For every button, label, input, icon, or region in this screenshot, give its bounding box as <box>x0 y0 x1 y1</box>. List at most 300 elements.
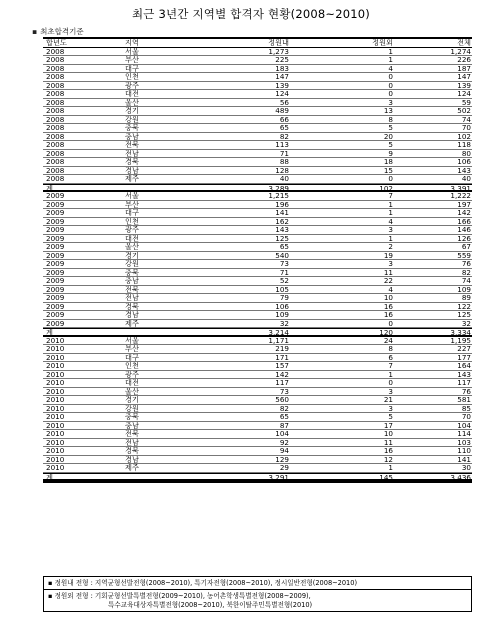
cell-total: 124 <box>457 90 471 98</box>
cell-outside: 3 <box>388 387 393 396</box>
cell-region: 충북 <box>125 124 139 132</box>
cell-outside: 102 <box>379 184 393 193</box>
note-outside <box>44 589 471 611</box>
cell-total: 70 <box>461 413 471 421</box>
cell-total: 141 <box>457 455 471 464</box>
cell-region: 전북 <box>125 430 139 438</box>
cell-total: 76 <box>461 260 471 268</box>
cell-outside: 0 <box>388 175 393 183</box>
table-row <box>43 337 472 346</box>
cell-outside: 4 <box>388 285 393 294</box>
cell-outside: 0 <box>388 90 393 98</box>
cell-outside: 0 <box>388 379 393 387</box>
cell-year: 계 <box>46 329 53 337</box>
cell-inside: 94 <box>279 447 289 455</box>
cell-total: 89 <box>461 294 471 302</box>
cell-year: 2010 <box>46 413 65 421</box>
cell-year: 2008 <box>46 149 65 158</box>
table-body <box>43 48 472 482</box>
cell-inside: 56 <box>279 98 289 107</box>
cell-outside: 1 <box>388 464 393 472</box>
cell-inside: 65 <box>279 243 289 251</box>
cell-year: 2010 <box>46 447 65 455</box>
cell-region: 서울 <box>125 336 139 345</box>
cell-outside: 5 <box>388 141 393 149</box>
cell-total: 32 <box>461 319 471 328</box>
cell-region: 광주 <box>125 370 139 379</box>
table-row <box>43 464 472 473</box>
cell-total: 125 <box>457 311 471 319</box>
header-outside: 정원외 <box>372 39 393 47</box>
cell-total: 1,274 <box>450 47 471 56</box>
cell-inside: 29 <box>279 464 289 472</box>
cell-region: 서울 <box>125 192 139 200</box>
table-row <box>43 116 472 125</box>
cell-outside: 10 <box>383 430 393 438</box>
cell-region: 제주 <box>125 175 139 183</box>
table-row <box>43 226 472 235</box>
cell-inside: 139 <box>275 81 289 90</box>
table-row <box>43 107 472 116</box>
cell-outside: 19 <box>383 251 393 260</box>
cell-year: 2009 <box>46 243 65 251</box>
cell-year: 2009 <box>46 268 65 277</box>
cell-region: 전북 <box>125 141 139 149</box>
cell-year: 2008 <box>46 90 65 98</box>
cell-inside: 1,273 <box>268 47 289 56</box>
cell-outside: 1 <box>388 56 393 64</box>
cell-total: 164 <box>457 362 471 370</box>
cell-year: 2009 <box>46 209 65 217</box>
cell-inside: 71 <box>279 149 289 158</box>
cell-year: 2009 <box>46 277 65 285</box>
table-row <box>43 456 472 465</box>
table-row <box>43 73 472 82</box>
cell-outside: 8 <box>388 345 393 353</box>
cell-total: 143 <box>457 370 471 379</box>
table-row <box>43 141 472 150</box>
cell-inside: 32 <box>279 319 289 328</box>
cell-outside: 1 <box>388 234 393 243</box>
cell-outside: 3 <box>388 260 393 268</box>
cell-inside: 52 <box>279 277 289 285</box>
table-total-row <box>43 473 472 482</box>
header-total: 전체 <box>457 39 471 47</box>
cell-region: 부산 <box>125 200 139 209</box>
table-row <box>43 209 472 218</box>
cell-region: 경북 <box>125 158 139 166</box>
cell-inside: 157 <box>275 362 289 370</box>
cell-year: 2009 <box>46 319 65 328</box>
cell-outside: 0 <box>388 73 393 81</box>
cell-year: 2008 <box>46 98 65 107</box>
cell-inside: 124 <box>275 90 289 98</box>
cell-inside: 65 <box>279 413 289 421</box>
cell-region: 경북 <box>125 302 139 311</box>
table-row <box>43 65 472 74</box>
cell-region: 경북 <box>125 447 139 455</box>
cell-outside: 1 <box>388 47 393 56</box>
cell-region: 경남 <box>125 166 139 175</box>
table-row <box>43 388 472 397</box>
table-row <box>43 90 472 99</box>
cell-inside: 109 <box>275 311 289 319</box>
cell-inside: 489 <box>275 107 289 115</box>
cell-inside: 104 <box>275 430 289 438</box>
cell-total: 104 <box>457 421 471 430</box>
cell-total: 187 <box>457 64 471 73</box>
cell-total: 114 <box>457 430 471 438</box>
table-row <box>43 439 472 448</box>
cell-outside: 1 <box>388 370 393 379</box>
cell-total: 80 <box>461 149 471 158</box>
cell-inside: 71 <box>279 268 289 277</box>
table-total-row <box>43 184 472 193</box>
note-inside <box>44 577 471 589</box>
cell-region: 전남 <box>125 149 139 158</box>
cell-region: 인천 <box>125 73 139 81</box>
cell-outside: 10 <box>383 294 393 302</box>
cell-outside: 4 <box>388 217 393 226</box>
cell-outside: 1 <box>388 200 393 209</box>
cell-total: 581 <box>457 396 471 404</box>
cell-outside: 7 <box>388 362 393 370</box>
cell-inside: 92 <box>279 438 289 447</box>
notes-box <box>43 576 472 612</box>
table-row <box>43 48 472 57</box>
cell-outside: 145 <box>379 473 393 482</box>
cell-total: 166 <box>457 217 471 226</box>
cell-inside: 82 <box>279 132 289 141</box>
cell-total: 82 <box>461 268 471 277</box>
cell-total: 122 <box>457 302 471 311</box>
cell-year: 2010 <box>46 345 65 353</box>
cell-year: 2010 <box>46 353 65 362</box>
cell-inside: 225 <box>275 56 289 64</box>
cell-region: 광주 <box>125 81 139 90</box>
cell-year: 2009 <box>46 200 65 209</box>
table-row <box>43 422 472 431</box>
cell-year: 2009 <box>46 311 65 319</box>
cell-total: 103 <box>457 438 471 447</box>
cell-outside: 24 <box>383 336 393 345</box>
table-row <box>43 294 472 303</box>
cell-year: 2010 <box>46 464 65 472</box>
cell-outside: 6 <box>388 353 393 362</box>
cell-inside: 128 <box>275 166 289 175</box>
cell-outside: 3 <box>388 404 393 413</box>
cell-inside: 219 <box>275 345 289 353</box>
note-inside-text: ▪ 정원내 전형 : 지역균형선발전형(2008~2010), 특기자전형(2008~2010), 정시일반전형(2008~2010) <box>48 579 358 587</box>
cell-outside: 7 <box>388 192 393 200</box>
cell-region: 울산 <box>125 243 139 251</box>
cell-inside: 82 <box>279 404 289 413</box>
cell-total: 110 <box>457 447 471 455</box>
cell-year: 2010 <box>46 438 65 447</box>
table-row <box>43 133 472 142</box>
cell-total: 147 <box>457 73 471 81</box>
cell-inside: 540 <box>275 251 289 260</box>
cell-inside: 143 <box>275 226 289 234</box>
cell-year: 2010 <box>46 421 65 430</box>
subtitle-text: 최초합격기준 <box>40 27 84 36</box>
cell-inside: 125 <box>275 234 289 243</box>
cell-region: 경남 <box>125 311 139 319</box>
table-row <box>43 56 472 65</box>
cell-year: 2009 <box>46 192 65 200</box>
cell-region: 대구 <box>125 209 139 217</box>
table-row <box>43 269 472 278</box>
cell-year: 2008 <box>46 141 65 149</box>
cell-inside: 117 <box>275 379 289 387</box>
cell-region: 대전 <box>125 90 139 98</box>
cell-year: 2010 <box>46 336 65 345</box>
cell-outside: 16 <box>383 302 393 311</box>
cell-year: 2008 <box>46 107 65 115</box>
cell-inside: 105 <box>275 285 289 294</box>
cell-total: 226 <box>457 56 471 64</box>
cell-outside: 0 <box>388 319 393 328</box>
table-row <box>43 192 472 201</box>
table-row <box>43 396 472 405</box>
cell-total: 502 <box>457 107 471 115</box>
table-row <box>43 167 472 176</box>
cell-total: 559 <box>457 251 471 260</box>
cell-region: 경기 <box>125 251 139 260</box>
cell-outside: 2 <box>388 243 393 251</box>
cell-total: 70 <box>461 124 471 132</box>
cell-outside: 11 <box>383 268 393 277</box>
table-row <box>43 413 472 422</box>
cell-region: 충남 <box>125 277 139 285</box>
cell-region: 대구 <box>125 64 139 73</box>
bullet-icon: ▪ <box>32 27 38 36</box>
cell-region: 강원 <box>125 404 139 413</box>
table-row <box>43 277 472 286</box>
cell-region: 충북 <box>125 268 139 277</box>
cell-year: 2010 <box>46 455 65 464</box>
cell-outside: 3 <box>388 98 393 107</box>
cell-total: 146 <box>457 226 471 234</box>
cell-total: 177 <box>457 353 471 362</box>
cell-outside: 120 <box>379 329 393 337</box>
admissions-table <box>43 37 472 483</box>
cell-inside: 1,215 <box>268 192 289 200</box>
header-inside: 정원내 <box>268 39 289 47</box>
cell-inside: 73 <box>279 260 289 268</box>
page-title: 최근 3년간 지역별 합격자 현황(2008~2010) <box>132 7 370 21</box>
cell-year: 2008 <box>46 175 65 183</box>
cell-region: 충남 <box>125 421 139 430</box>
cell-year: 2008 <box>46 166 65 175</box>
cell-year: 계 <box>46 473 53 482</box>
cell-inside: 113 <box>275 141 289 149</box>
cell-inside: 147 <box>275 73 289 81</box>
cell-region: 경남 <box>125 455 139 464</box>
cell-inside: 88 <box>279 158 289 166</box>
table-row <box>43 447 472 456</box>
cell-total: 59 <box>461 98 471 107</box>
cell-outside: 12 <box>383 455 393 464</box>
cell-total: 30 <box>461 464 471 472</box>
table-row <box>43 354 472 363</box>
cell-year: 2010 <box>46 430 65 438</box>
cell-year: 2008 <box>46 73 65 81</box>
cell-inside: 129 <box>275 455 289 464</box>
cell-total: 1,195 <box>450 336 471 345</box>
cell-year: 2009 <box>46 251 65 260</box>
table-row <box>43 371 472 380</box>
cell-year: 2009 <box>46 302 65 311</box>
table-row <box>43 252 472 261</box>
cell-region: 경기 <box>125 107 139 115</box>
table-row <box>43 345 472 354</box>
cell-total: 67 <box>461 243 471 251</box>
table-row <box>43 218 472 227</box>
cell-inside: 3,291 <box>268 473 289 482</box>
cell-total: 3,436 <box>450 473 471 482</box>
note-outside-text: ▪ 정원외 전형 : 기회균형선발특별전형(2009~2010), 농어촌학생특별전형(2008~2009), <box>48 592 311 600</box>
cell-outside: 16 <box>383 447 393 455</box>
cell-year: 2009 <box>46 226 65 234</box>
cell-total: 76 <box>461 387 471 396</box>
table-row <box>43 379 472 388</box>
table-total-row <box>43 328 472 337</box>
cell-total: 74 <box>461 277 471 285</box>
cell-total: 126 <box>457 234 471 243</box>
cell-region: 서울 <box>125 47 139 56</box>
cell-total: 118 <box>457 141 471 149</box>
cell-total: 74 <box>461 115 471 124</box>
cell-inside: 79 <box>279 294 289 302</box>
cell-inside: 3,289 <box>268 184 289 193</box>
table-row <box>43 243 472 252</box>
cell-inside: 40 <box>279 175 289 183</box>
cell-region: 전남 <box>125 294 139 302</box>
cell-outside: 21 <box>383 396 393 404</box>
cell-total: 109 <box>457 285 471 294</box>
cell-outside: 5 <box>388 413 393 421</box>
cell-region: 대전 <box>125 379 139 387</box>
cell-outside: 4 <box>388 64 393 73</box>
cell-year: 2010 <box>46 404 65 413</box>
cell-year: 2008 <box>46 56 65 64</box>
cell-outside: 18 <box>383 158 393 166</box>
cell-region: 전북 <box>125 285 139 294</box>
cell-total: 143 <box>457 166 471 175</box>
cell-total: 1,222 <box>450 192 471 200</box>
cell-inside: 1,171 <box>268 336 289 345</box>
table-row <box>43 430 472 439</box>
cell-year: 2009 <box>46 217 65 226</box>
cell-region: 전남 <box>125 438 139 447</box>
cell-year: 2010 <box>46 387 65 396</box>
cell-year: 2009 <box>46 260 65 268</box>
cell-outside: 20 <box>383 132 393 141</box>
cell-outside: 13 <box>383 107 393 115</box>
cell-region: 대구 <box>125 353 139 362</box>
cell-year: 2008 <box>46 124 65 132</box>
cell-outside: 3 <box>388 226 393 234</box>
cell-inside: 162 <box>275 217 289 226</box>
cell-outside: 5 <box>388 124 393 132</box>
cell-region: 울산 <box>125 98 139 107</box>
header-year: 합년도 <box>46 39 67 47</box>
cell-region: 울산 <box>125 387 139 396</box>
cell-outside: 17 <box>383 421 393 430</box>
cell-inside: 171 <box>275 353 289 362</box>
cell-outside: 11 <box>383 438 393 447</box>
cell-year: 2008 <box>46 47 65 56</box>
cell-year: 2009 <box>46 294 65 302</box>
cell-region: 제주 <box>125 464 139 472</box>
cell-year: 2009 <box>46 285 65 294</box>
cell-region: 충남 <box>125 132 139 141</box>
cell-year: 2008 <box>46 115 65 124</box>
cell-total: 227 <box>457 345 471 353</box>
cell-inside: 196 <box>275 200 289 209</box>
table-header-row <box>43 39 472 48</box>
cell-region: 인천 <box>125 362 139 370</box>
cell-total: 117 <box>457 379 471 387</box>
cell-year: 2010 <box>46 370 65 379</box>
cell-outside: 8 <box>388 115 393 124</box>
cell-year: 계 <box>46 184 53 193</box>
cell-total: 85 <box>461 404 471 413</box>
table-row <box>43 150 472 159</box>
cell-inside: 65 <box>279 124 289 132</box>
table-row <box>43 201 472 210</box>
cell-year: 2010 <box>46 379 65 387</box>
cell-region: 광주 <box>125 226 139 234</box>
table-row <box>43 303 472 312</box>
cell-region: 경기 <box>125 396 139 404</box>
cell-year: 2010 <box>46 362 65 370</box>
table-row <box>43 286 472 295</box>
table-row <box>43 235 472 244</box>
cell-inside: 3,214 <box>268 329 289 337</box>
cell-outside: 1 <box>388 209 393 217</box>
header-region: 지역 <box>125 39 139 47</box>
cell-region: 인천 <box>125 217 139 226</box>
cell-year: 2008 <box>46 81 65 90</box>
table-row <box>43 175 472 184</box>
table-row <box>43 405 472 414</box>
cell-total: 142 <box>457 209 471 217</box>
cell-total: 40 <box>461 175 471 183</box>
cell-inside: 73 <box>279 387 289 396</box>
cell-region: 충북 <box>125 413 139 421</box>
cell-year: 2008 <box>46 64 65 73</box>
cell-outside: 16 <box>383 311 393 319</box>
table-row <box>43 362 472 371</box>
cell-region: 제주 <box>125 319 139 328</box>
cell-outside: 0 <box>388 81 393 90</box>
table-row <box>43 82 472 91</box>
cell-total: 3,391 <box>450 184 471 193</box>
cell-year: 2009 <box>46 234 65 243</box>
table-row <box>43 99 472 108</box>
cell-outside: 9 <box>388 149 393 158</box>
cell-total: 102 <box>457 132 471 141</box>
cell-total: 197 <box>457 200 471 209</box>
table-row <box>43 311 472 320</box>
cell-inside: 141 <box>275 209 289 217</box>
note-outside-text-cont: 특수교육대상자특별전형(2008~2010), 북한이탈주민특별전형(2010) <box>108 601 313 609</box>
cell-year: 2010 <box>46 396 65 404</box>
cell-inside: 66 <box>279 115 289 124</box>
cell-region: 대전 <box>125 234 139 243</box>
